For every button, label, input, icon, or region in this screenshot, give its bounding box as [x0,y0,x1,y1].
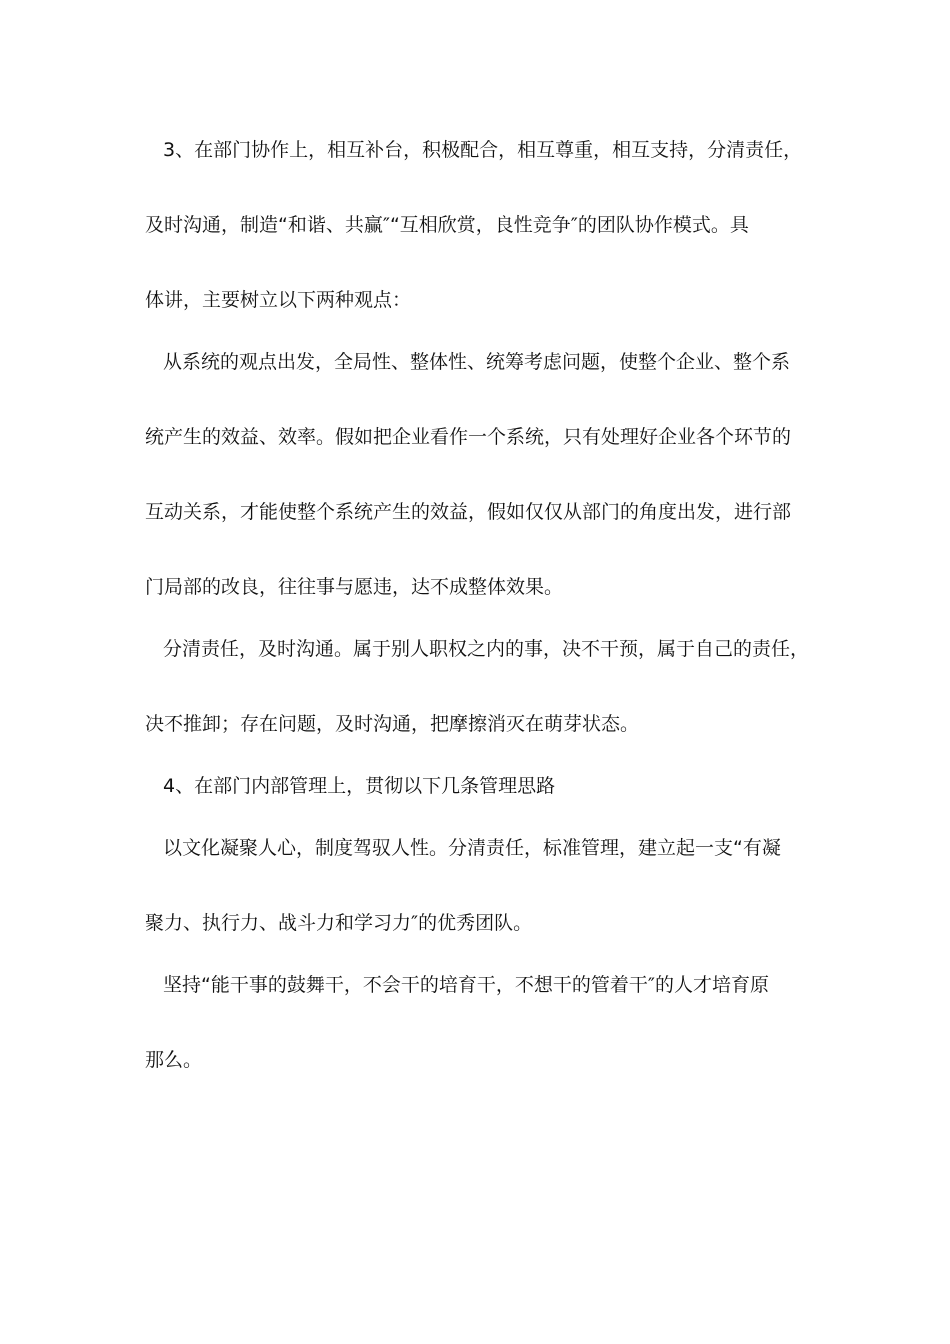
talent-line-1: 坚持“能干事的鼓舞干，不会干的培育干，不想干的管着干″的人才培育原 [163,974,769,996]
paragraph-3-line-1: 3、在部门协作上，相互补台，积极配合，相互尊重，相互支持，分清责任， [163,139,803,161]
system-view-line-3: 互动关系，才能使整个系统产生的效益，假如仅仅从部门的角度出发，进行部 [145,501,792,523]
system-view-line-4: 门局部的改良，往往事与愿违，达不成整体效果。 [145,576,564,598]
responsibility-line-2: 决不推卸；存在问题，及时沟通，把摩擦消灭在萌芽状态。 [145,713,640,735]
talent-line-2: 那么。 [145,1049,203,1071]
culture-line-2: 聚力、执行力、战斗力和学习力″的优秀团队。 [145,912,533,934]
paragraph-3-line-2: 及时沟通，制造“和谐、共赢″“互相欣赏，良性竞争″的团队协作模式。具 [145,214,749,236]
paragraph-3-line-3: 体讲，主要树立以下两种观点： [145,289,412,311]
system-view-line-2: 统产生的效益、效率。假如把企业看作一个系统，只有处理好企业各个环节的 [145,426,792,448]
culture-line-1: 以文化凝聚人心，制度驾驭人性。分清责任，标准管理，建立起一支“有凝 [163,837,781,859]
paragraph-4-heading: 4、在部门内部管理上，贯彻以下几条管理思路 [163,775,556,797]
system-view-line-1: 从系统的观点出发，全局性、整体性、统筹考虑问题，使整个企业、整个系 [163,351,791,373]
responsibility-line-1: 分清责任，及时沟通。属于别人职权之内的事，决不干预，属于自己的责任， [163,638,810,660]
